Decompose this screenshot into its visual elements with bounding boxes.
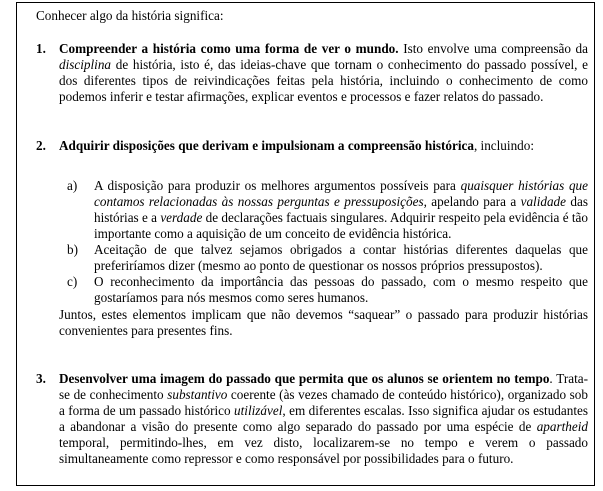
list-item-2 — [36, 138, 588, 339]
subitem-letter: c) — [67, 274, 78, 289]
item-lead-tail: , incluindo: — [473, 138, 535, 153]
subitem-text-part: A disposição para produzir os melhores argumentos possíveis para — [94, 178, 461, 193]
item-body — [59, 41, 588, 105]
item-text-emphasis: substantivo — [167, 387, 228, 402]
subitem-text-part: , apelando para a — [423, 194, 521, 209]
item-text-emphasis: disciplina — [59, 57, 112, 72]
list-item-3 — [36, 371, 588, 467]
subitem-text-emphasis: verdade — [160, 210, 203, 225]
subitem-text-emphasis: validade — [520, 194, 567, 209]
item-lead-tail: . — [549, 371, 553, 386]
subitem-text-emphasis: quaisquer histórias que contamos relacionadas às nossas perguntas e pressuposições — [94, 178, 588, 209]
item-body — [59, 371, 588, 467]
text-box — [16, 2, 595, 486]
item-closing: Juntos, estes elementos implicam que não devemos “saquear” o passado para produzir histórias convenientes para presentes fins. — [59, 307, 588, 338]
item-lead: Desenvolver uma imagem do passado que permita que os alunos se orientem no tempo — [59, 371, 550, 386]
subitem-text-part: das histórias e a — [94, 194, 588, 225]
item-lead: Adquirir disposições que derivam e impulsionam a compreensão histórica — [59, 138, 474, 153]
subitem-text-part: de declarações factuais singulares. Adquirir respeito pela evidência é tão importante como a aquisição de um conceito de evidência histórica. — [94, 210, 588, 241]
subitem-text — [94, 178, 588, 242]
subitem-c — [67, 274, 588, 306]
subitem-text: O reconhecimento da importância das pessoas do passado, com o mesmo respeito que gostaríamos para nós mesmos como seres humanos. — [94, 274, 588, 305]
list-item-1 — [36, 41, 588, 105]
item-text-emphasis: apartheid — [536, 419, 588, 434]
item-text: coerente (às vezes chamado de conteúdo histórico), organizado sob a forma de um passado histórico — [59, 387, 588, 418]
item-text: Trata-se de conhecimento — [59, 371, 588, 402]
subitem-letter: a) — [67, 178, 78, 193]
item-text: temporal, permitindo-lhes, em vez disto, localizarem-se no tempo e verem o passado simultaneamente como repressor e como responsável por possibilidades para o futuro. — [59, 435, 588, 466]
subitem-list — [59, 178, 588, 306]
subitem-b — [67, 242, 588, 274]
subitem-a — [67, 178, 588, 242]
item-number: 3. — [36, 371, 46, 386]
item-lead: Compreender a história como uma forma de ver o mundo. — [59, 41, 399, 56]
item-text: Isto envolve uma compreensão da — [398, 41, 589, 56]
item-text: , em diferentes escalas. Isso significa ajudar os estudantes a abandonar a visão do presente como algo separado do passado por uma espécie de — [59, 403, 588, 434]
subitem-letter: b) — [67, 242, 78, 257]
item-number: 1. — [36, 41, 46, 56]
intro-text: Conhecer algo da história significa: — [36, 8, 224, 23]
item-number: 2. — [36, 138, 46, 153]
item-body — [59, 138, 588, 339]
subitem-text: Aceitação de que talvez sejamos obrigados a contar histórias diferentes daquelas que preferiríamos dizer (mesmo ao ponto de questionar os nossos próprios pressupostos). — [94, 242, 588, 273]
item-text-emphasis: utilizável — [234, 403, 283, 418]
item-text: de história, isto é, das ideias-chave que tornam o conhecimento do passado possível, e dos diferentes tipos de reivindicações feitas pela história, incluindo o conhecimento de como podemos inferir e testar afirmações, explicar eventos e processos e fazer relatos do passado. — [59, 57, 588, 104]
